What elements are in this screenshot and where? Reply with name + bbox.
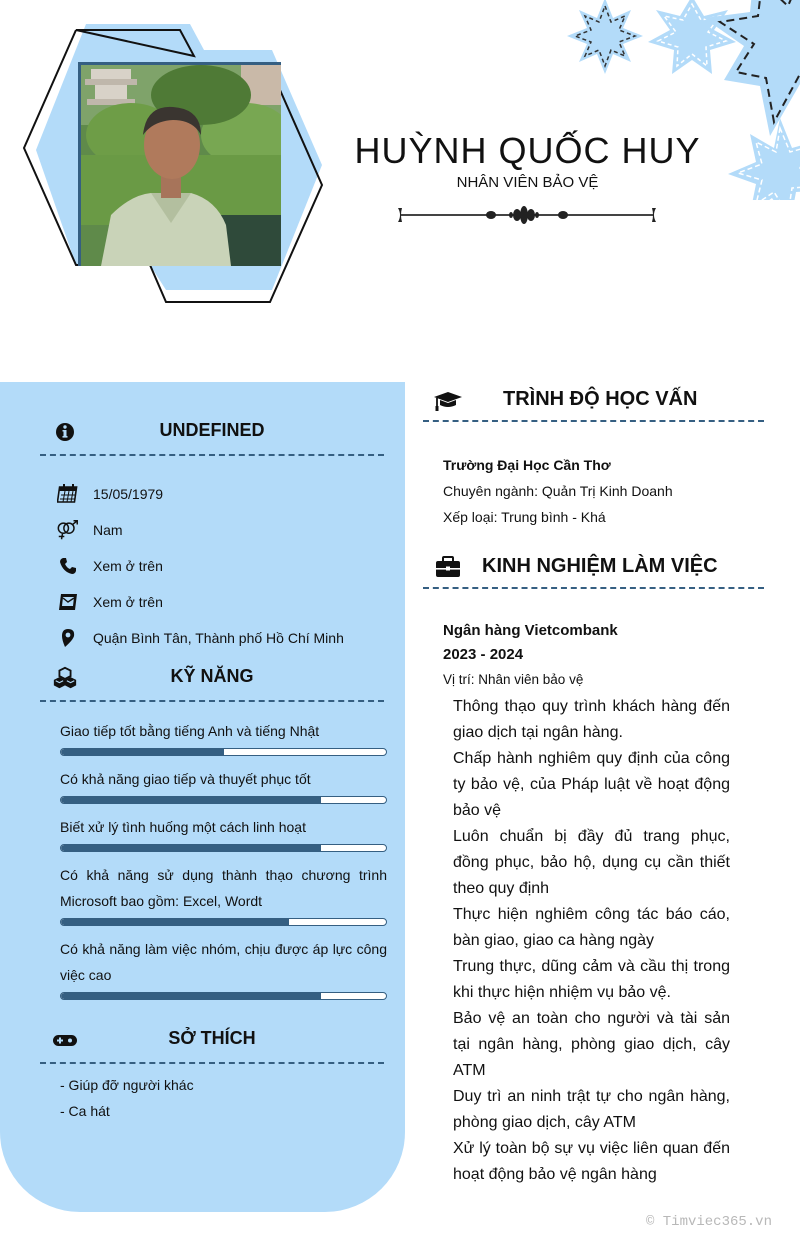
candidate-name: HUỲNH QUỐC HUY [354, 130, 701, 171]
info-phone [56, 548, 396, 584]
section-title: UNDEFINED [159, 420, 265, 440]
duties-list [453, 694, 730, 1188]
section-title: SỞ THÍCH [168, 1028, 256, 1048]
skill-label: Có khả năng giao tiếp và thuyết phục tốt [60, 771, 311, 787]
skills-list [60, 718, 387, 1010]
skill-label: Biết xử lý tình huống một cách linh hoạt [60, 819, 306, 835]
skill-item [60, 718, 387, 756]
major: Chuyên ngành: Quản Trị Kinh Doanh [443, 483, 673, 499]
hobby-item: - Ca hát [60, 1103, 110, 1119]
skill-progress-fill [61, 919, 289, 925]
graduation-cap-icon [433, 388, 463, 412]
info-email [56, 584, 396, 620]
grade: Xếp loại: Trung bình - Khá [443, 509, 606, 525]
map-pin-icon [56, 627, 80, 649]
duty-item: Xử lý toàn bộ sự vụ việc liên quan đến hoạt động bảo vệ ngân hàng [453, 1140, 730, 1183]
section-header-skills [40, 658, 384, 702]
dashed-divider [423, 587, 764, 589]
gender-value: Nam [93, 522, 123, 538]
info-address [56, 620, 396, 656]
company-name: Ngân hàng Vietcombank [443, 622, 618, 639]
duty-item: Thực hiện nghiêm công tác báo cáo, bàn giao, giao ca hàng ngày [453, 906, 730, 949]
phone-value: Xem ở trên [93, 558, 163, 574]
work-position: Vị trí: Nhân viên bảo vệ [443, 672, 584, 687]
duty-item: Chấp hành nghiêm quy định của công ty bảo vệ, của Pháp luật về hoạt động bảo vệ [453, 750, 730, 819]
education-entry [443, 452, 673, 530]
section-header-personal [40, 412, 384, 456]
skill-progress-bar [60, 918, 387, 926]
skill-progress-fill [61, 993, 321, 999]
skill-progress-bar [60, 992, 387, 1000]
info-gender [56, 512, 396, 548]
work-period: 2023 - 2024 [443, 646, 524, 663]
email-value: Xem ở trên [93, 594, 163, 610]
duty-item: Duy trì an ninh trật tự cho ngân hàng, phòng giao dịch, cây ATM [453, 1088, 730, 1131]
dashed-divider [40, 700, 384, 702]
job-title: NHÂN VIÊN BẢO VỆ [456, 174, 599, 191]
gender-icon [56, 519, 80, 541]
calendar-icon [56, 483, 80, 505]
left-sidebar [0, 382, 405, 1212]
section-header-hobbies [40, 1020, 384, 1064]
duty-item: Trung thực, dũng cảm và cầu thị trong khi thực hiện nhiệm vụ bảo vệ. [453, 958, 730, 1001]
section-header-education [423, 380, 764, 422]
skill-progress-bar [60, 796, 387, 804]
skill-progress-bar [60, 844, 387, 852]
skill-progress-bar [60, 748, 387, 756]
cv-header [0, 0, 800, 340]
info-birthdate [56, 476, 396, 512]
dashed-divider [40, 1062, 384, 1064]
skill-item [60, 862, 387, 926]
skill-label: Có khả năng làm việc nhóm, chịu được áp lực công việc cao [60, 941, 387, 983]
school-name: Trường Đại Học Cần Thơ [443, 457, 611, 473]
skill-progress-fill [61, 845, 321, 851]
experience-entry [443, 619, 618, 693]
address-value: Quận Bình Tân, Thành phố Hồ Chí Minh [93, 630, 344, 646]
skill-progress-fill [61, 797, 321, 803]
birthdate-value: 15/05/1979 [93, 486, 164, 502]
skill-item [60, 936, 387, 1000]
profile-photo [78, 62, 281, 266]
ornamental-divider [396, 204, 658, 226]
duty-item: Thông thạo quy trình khách hàng đến giao dịch tại ngân hàng. [453, 698, 730, 741]
section-header-experience [423, 547, 764, 589]
phone-icon [56, 555, 80, 577]
hobbies-list [60, 1072, 194, 1124]
envelope-icon [56, 591, 80, 613]
skill-label: Giao tiếp tốt bằng tiếng Anh và tiếng Nhật [60, 723, 320, 739]
section-title: KỸ NĂNG [170, 666, 254, 686]
dashed-divider [40, 454, 384, 456]
hobby-item: - Giúp đỡ người khác [60, 1077, 194, 1093]
duty-item: Luôn chuẩn bị đầy đủ trang phục, đồng phục, bảo hộ, dụng cụ cần thiết theo quy định [453, 828, 730, 897]
section-title: KINH NGHIỆM LÀM VIỆC [482, 555, 718, 577]
personal-info-list [56, 476, 396, 656]
skill-item [60, 814, 387, 852]
watermark: © Timviec365.vn [645, 1214, 772, 1230]
duty-item: Bảo vệ an toàn cho người và tài sản tại ngân hàng, phòng giao dịch, cây ATM [453, 1010, 730, 1079]
skill-label: Có khả năng sử dụng thành thạo chương trình Microsoft bao gồm: Excel, Wordt [60, 867, 387, 909]
skill-item [60, 766, 387, 804]
dashed-divider [423, 420, 764, 422]
skill-progress-fill [61, 749, 224, 755]
photo-illustration [81, 65, 281, 266]
section-title: TRÌNH ĐỘ HỌC VẤN [503, 388, 698, 410]
briefcase-icon [433, 555, 463, 579]
